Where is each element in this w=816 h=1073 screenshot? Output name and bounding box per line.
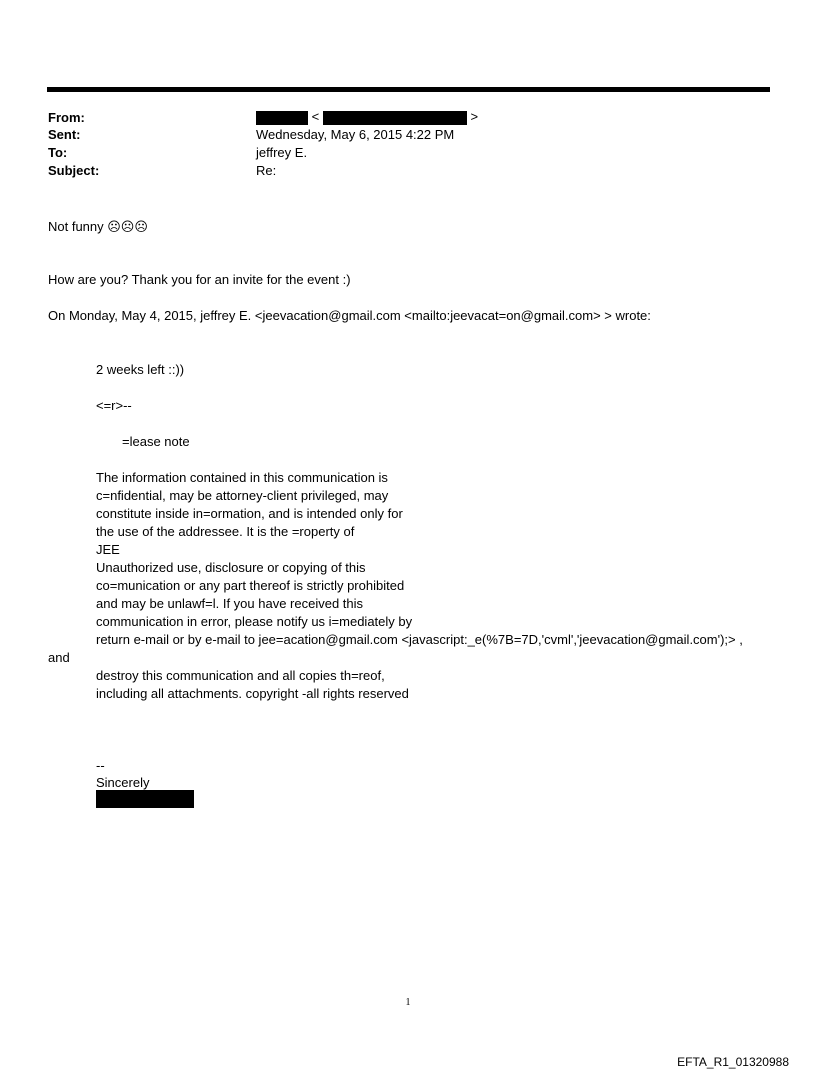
quoted-please-note: =lease note [122,434,190,449]
notice-line: constitute inside in=ormation, and is intended only for [96,506,403,521]
bates-number: EFTA_R1_01320988 [677,1055,789,1069]
notice-line: JEE [96,542,120,557]
sent-label: Sent: [48,127,81,142]
body-line-not-funny: Not funny ☹☹☹ [48,219,148,234]
signature-dashes: -- [96,758,105,773]
notice-line: destroy this communication and all copies th=reof, [96,668,385,683]
subject-label: Subject: [48,163,100,178]
body-line-greeting: How are you? Thank you for an invite for the event :) [48,272,351,287]
notice-line: co=munication or any part thereof is strictly prohibited [96,578,405,593]
page-number: 1 [405,997,411,1008]
notice-line: the use of the addressee. It is the =roperty of [96,524,355,539]
quoted-break: <=r>-- [96,398,132,413]
sent-value: Wednesday, May 6, 2015 4:22 PM [256,127,455,142]
to-label: To: [48,145,68,160]
quote-intro: On Monday, May 4, 2015, jeffrey E. <jeevacation@gmail.com <mailto:jeevacat=on@gmail.com> > wrote: [48,308,651,323]
notice-line: return e-mail or by e-mail to jee=acation@gmail.com <javascript:_e(%7B=7D,'cvml','jeevacation@gmail.com');> , [96,632,743,647]
redaction-signature-name [96,790,194,808]
notice-line: c=nfidential, may be attorney-client privileged, may [96,488,389,503]
notice-line: communication in error, please notify us i=mediately by [96,614,413,629]
quoted-weeks-left: 2 weeks left ::)) [96,362,185,377]
redaction-sender-email [323,111,467,125]
notice-line: The information contained in this communication is [96,470,388,485]
from-lt: < [311,109,320,124]
to-value: jeffrey E. [256,145,308,160]
notice-line: Unauthorized use, disclosure or copying of this [96,560,366,575]
signature-sincerely: Sincerely [96,775,150,790]
header-rule [47,87,770,92]
from-label: From: [48,110,85,125]
notice-line: and may be unlawf=l. If you have received this [96,596,364,611]
redaction-sender-name [256,111,308,125]
from-gt: > [470,109,479,124]
notice-wrap-and: and [48,650,70,665]
notice-line: including all attachments. copyright -all rights reserved [96,686,409,701]
subject-value: Re: [256,163,277,178]
from-value [256,108,478,126]
